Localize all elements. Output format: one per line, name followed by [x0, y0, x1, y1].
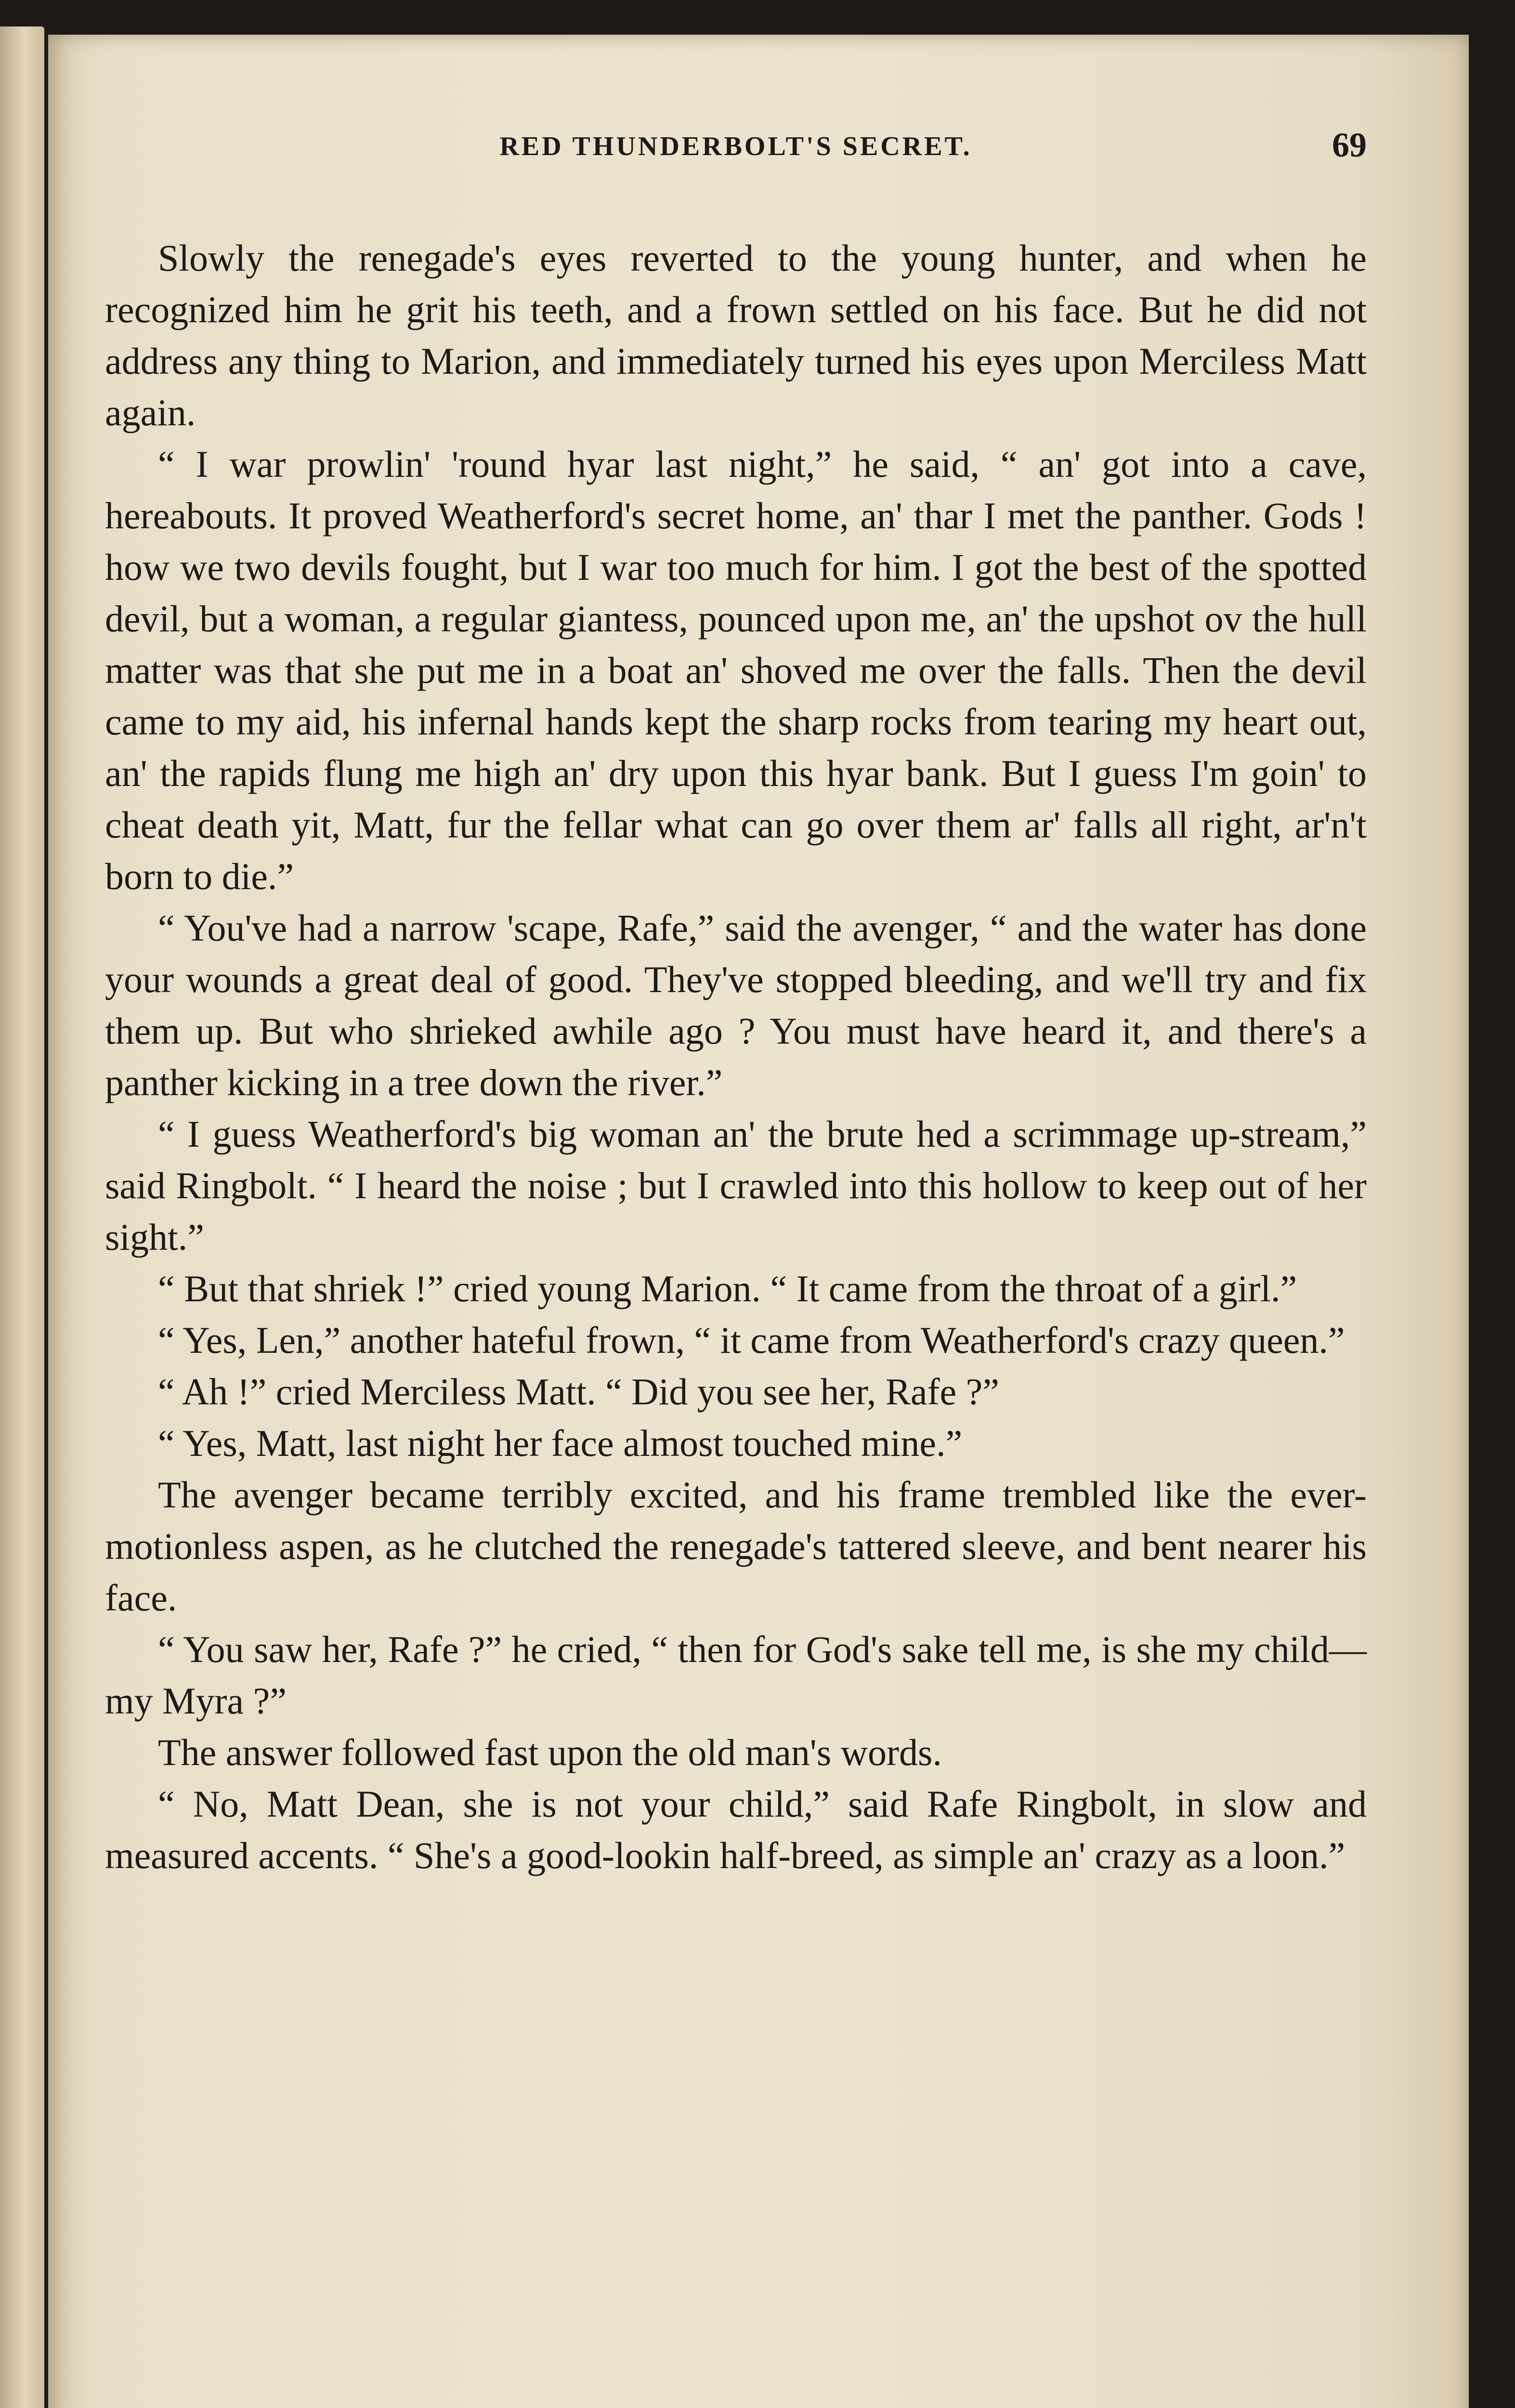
paragraph: “ Yes, Matt, last night her face almost touched mine.” [158, 1422, 963, 1464]
page-content [105, 126, 1367, 1881]
paragraph: “ I war prowlin' 'round hyar last night,” he said, “ an' got into a cave, hereabouts. It proved Weatherford's secret home, an' thar I met the panther. Gods ! how we two devils fought, but I war too much for him. I got the best of the spotted devil, but a woman, a regular giantess, pounced upon me, an' the upshot ov the hull matter was that she put me in a boat an' shoved me over the falls. Then the devil came to my aid, his infernal hands kept the sharp rocks from tearing my heart out, an' the rapids flung me high an' dry upon this hyar bank. But I guess I'm goin' to cheat death yit, Matt, fur the fellar what can go over them ar' falls all right, ar'n't born to die.” [105, 443, 1367, 897]
paragraph: “ Yes, Len,” another hateful frown, “ it came from Weatherford's crazy queen.” [158, 1319, 1345, 1361]
book-page [48, 35, 1469, 2408]
page-number: 69 [1332, 126, 1367, 164]
paragraph: “ You've had a narrow 'scape, Rafe,” said the avenger, “ and the water has done your wounds a great deal of good. They've stopped bleeding, and we'll try and fix them up. But who shrieked awhile ago ? You must have heard it, and there's a panther kicking in a tree down the river.” [105, 907, 1367, 1103]
paragraph: The avenger became terribly excited, and his frame trembled like the ever-motionless aspen, as he clutched the renegade's tattered sleeve, and bent nearer his face. [105, 1474, 1367, 1619]
paragraph: “ No, Matt Dean, she is not your child,” said Rafe Ringbolt, in slow and measured accents. “ She's a good-lookin half-breed, as simple an' crazy as a loon.” [105, 1783, 1367, 1876]
running-title: RED THUNDERBOLT'S SECRET. [499, 131, 972, 161]
paragraph: “ Ah !” cried Merciless Matt. “ Did you see her, Rafe ?” [158, 1371, 999, 1413]
paragraph: “ But that shriek !” cried young Marion. “ It came from the throat of a girl.” [158, 1268, 1297, 1309]
body-text [105, 232, 1367, 1881]
paragraph: “ You saw her, Rafe ?” he cried, “ then for God's sake tell me, is she my child—my Myra ?” [105, 1628, 1367, 1722]
running-head [105, 126, 1367, 189]
paragraph: “ I guess Weatherford's big woman an' the brute hed a scrimmage up-stream,” said Ringbolt. “ I heard the noise ; but I crawled into this hollow to keep out of her sight.” [105, 1113, 1367, 1258]
previous-page-edge [0, 26, 44, 2408]
paragraph: Slowly the renegade's eyes reverted to the young hunter, and when he recognized him he grit his teeth, and a frown settled on his face. But he did not address any thing to Marion, and immediately turned his eyes upon Merciless Matt again. [105, 237, 1367, 433]
paragraph: The answer followed fast upon the old man's words. [158, 1731, 942, 1773]
